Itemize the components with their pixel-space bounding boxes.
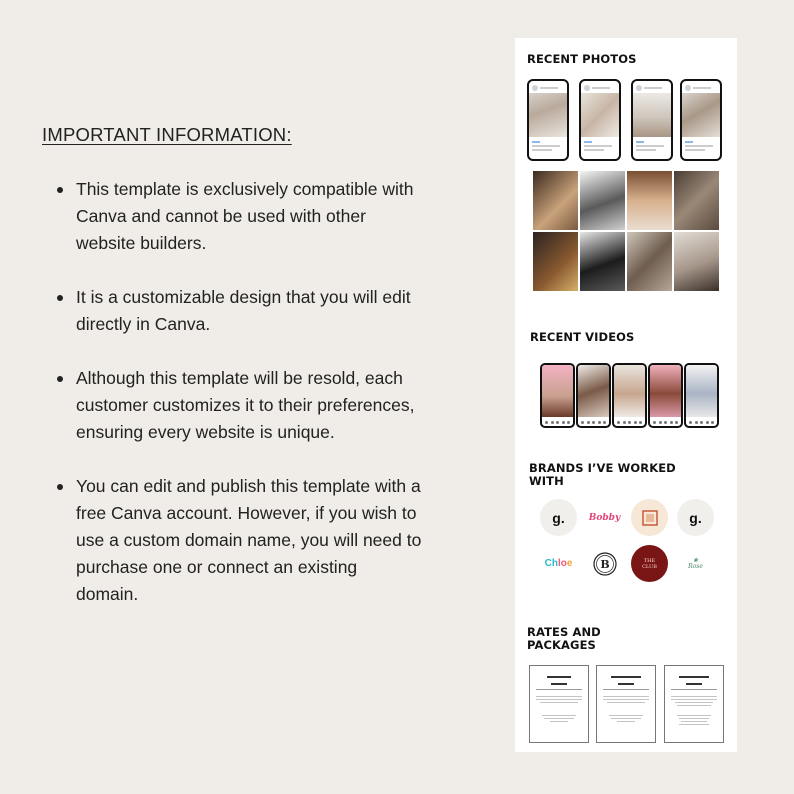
video-mockup <box>684 363 719 428</box>
photo-post-mockup <box>527 79 569 161</box>
info-section <box>42 124 422 635</box>
photo-tile <box>533 171 578 230</box>
recent-videos-title: RECENT VIDEOS <box>530 330 635 344</box>
portrait-photo <box>529 93 567 137</box>
photo-post-mockup <box>680 79 722 161</box>
info-bullet: This template is exclusively compatible with Canva and cannot be used with other website builders. <box>76 176 422 257</box>
brand-logo-crest-icon <box>586 545 623 582</box>
video-mockup <box>540 363 575 428</box>
brand-logo-g-icon: g. <box>540 499 577 536</box>
photo-tile <box>627 171 672 230</box>
photo-tile <box>674 232 719 291</box>
video-mockup <box>648 363 683 428</box>
photo-tile <box>533 232 578 291</box>
brand-logo-chloe-icon: Ch lo e <box>540 545 577 582</box>
package-card-standard <box>596 665 656 743</box>
rates-title-line1: RATES AND <box>527 625 601 639</box>
brand-logo-script-icon: Bobby <box>586 499 623 536</box>
info-list <box>42 176 422 608</box>
info-bullet: It is a customizable design that you will edit directly in Canva. <box>76 284 422 338</box>
brand-logo-club-icon: THE CLUB <box>631 545 668 582</box>
photo-post-mockup <box>579 79 621 161</box>
template-preview <box>515 38 737 752</box>
brand-logo-floral-icon: ❀ Rose <box>677 545 714 582</box>
photo-post-mockup <box>631 79 673 161</box>
video-mockup <box>612 363 647 428</box>
info-bullet: Although this template will be resold, each customer customizes it to their preferences, ensuring every website is unique. <box>76 365 422 446</box>
svg-text:B: B <box>599 557 610 571</box>
photo-tile <box>627 232 672 291</box>
info-bullet: You can edit and publish this template with a free Canva account. However, if you wish to use a custom domain name, you will need to purchase one or connect an existing domain. <box>76 473 422 608</box>
brand-logo-g-icon: g. <box>677 499 714 536</box>
brands-title-line2: WITH <box>529 474 564 488</box>
video-mockup <box>576 363 611 428</box>
product-photo <box>633 93 671 137</box>
package-card-basic <box>529 665 589 743</box>
info-heading: IMPORTANT INFORMATION: <box>42 124 292 145</box>
portrait-photo <box>682 93 720 137</box>
photo-tile <box>580 171 625 230</box>
package-card-premium <box>664 665 724 743</box>
recent-photos-title: RECENT PHOTOS <box>527 52 637 66</box>
photo-tile <box>580 232 625 291</box>
hand-photo <box>581 93 619 137</box>
photo-tile <box>674 171 719 230</box>
rates-title-line2: PACKAGES <box>527 638 596 652</box>
brand-logo-frame-icon <box>631 499 668 536</box>
brands-title-line1: BRANDS I’VE WORKED <box>529 461 676 475</box>
